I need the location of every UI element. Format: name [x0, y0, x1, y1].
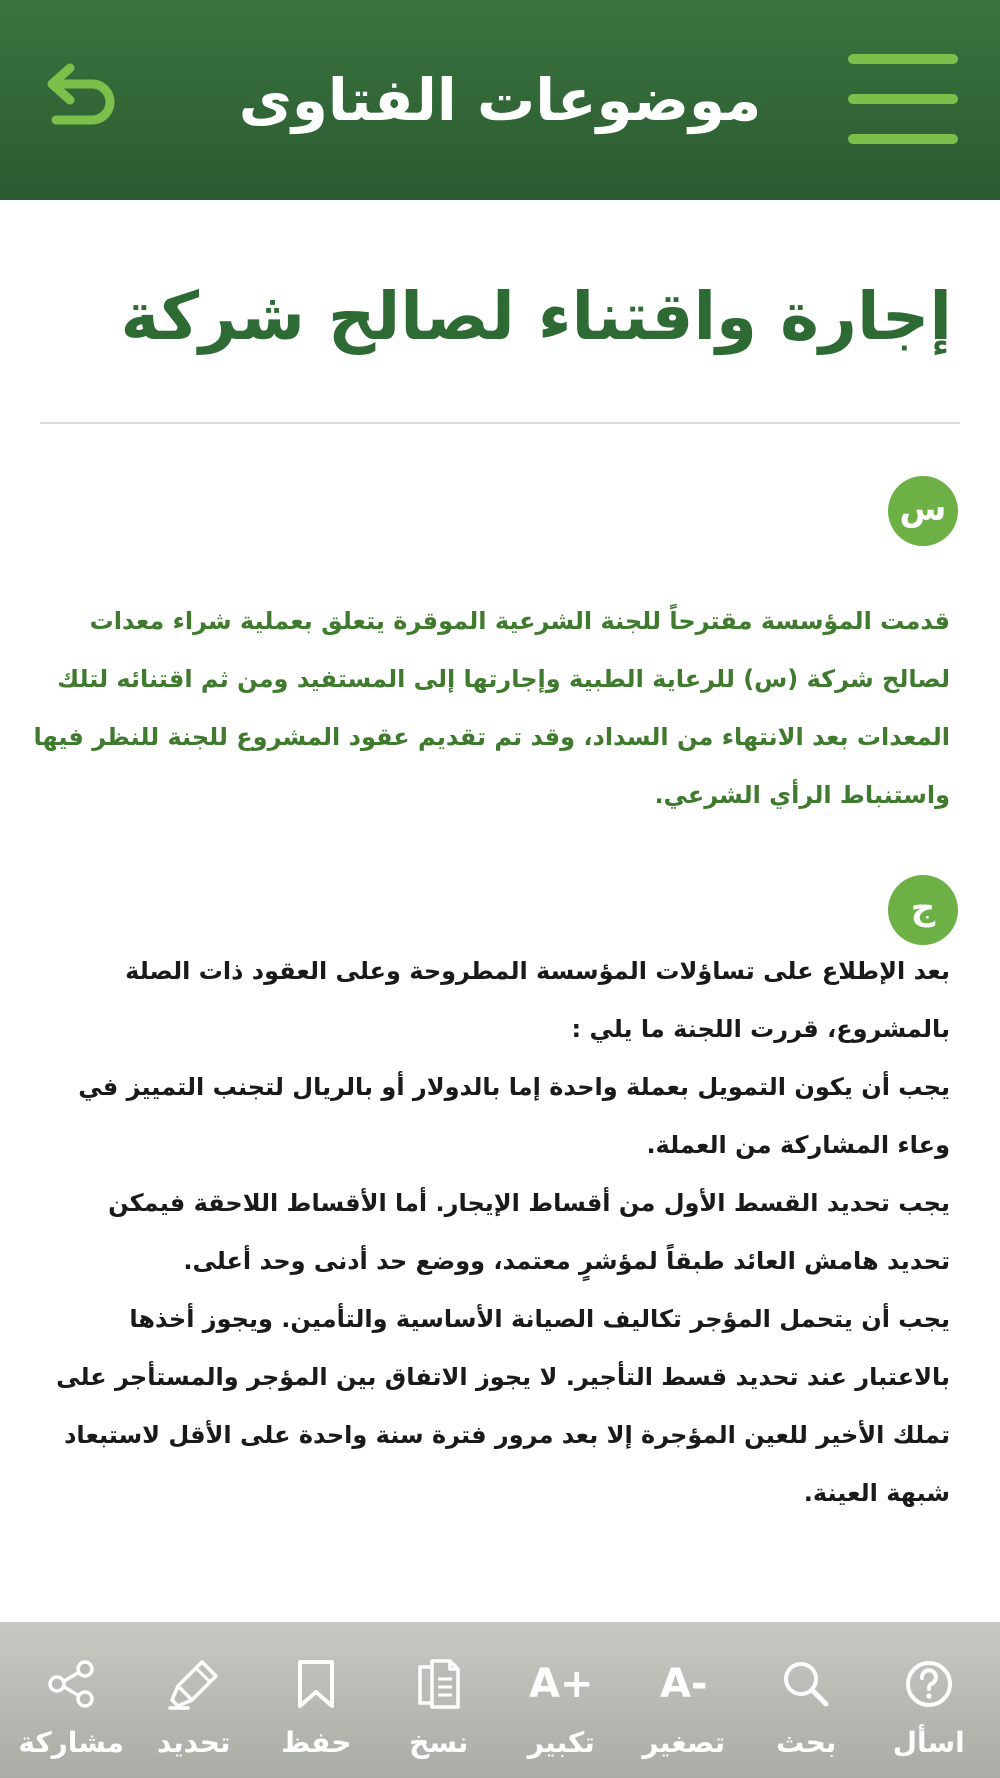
text-decrease-icon: A-	[659, 1661, 708, 1707]
share-icon	[41, 1654, 101, 1714]
save-button[interactable]	[260, 1622, 372, 1778]
increase-font-label: تكبير	[527, 1726, 595, 1759]
highlight-label: تحديد	[156, 1726, 231, 1759]
answer-paragraph: يجب أن يتحمل المؤجر تكاليف الصيانة الأساسية والتأمين. ويجوز أخذها بالاعتبار عند تحديد قسط التأجير. لا يجوز الاتفاق بين المؤجر والمستأجر على تملك الأخير للعين المؤجرة إلا بعد مرور فترة سنة واحدة على الأقل لاستبعاد شبهة العينة.	[56, 1305, 950, 1507]
menu-bar	[848, 134, 958, 144]
help-icon	[899, 1654, 959, 1714]
highlighter-icon	[164, 1654, 224, 1714]
answer-paragraph: بعد الإطلاع على تساؤلات المؤسسة المطروحة وعلى العقود ذات الصلة بالمشروع، قررت اللجنة ما يلي :	[125, 957, 950, 1043]
increase-font-button[interactable]	[505, 1622, 617, 1778]
bottom-toolbar	[0, 1622, 1000, 1778]
answer-paragraph: يجب تحديد القسط الأول من أقساط الإيجار. أما الأقساط اللاحقة فيمكن تحديد هامش العائد طبقاً لمؤشرٍ معتمد، ووضع حد أدنى وحد أعلى.	[108, 1189, 950, 1275]
search-button[interactable]	[750, 1622, 862, 1778]
answer-badge: ج	[888, 875, 958, 945]
search-icon	[776, 1654, 836, 1714]
share-label: مشاركة	[18, 1726, 125, 1759]
copy-button[interactable]	[383, 1622, 495, 1778]
decrease-font-button[interactable]	[628, 1622, 740, 1778]
ask-label: اسأل	[892, 1726, 965, 1759]
question-text: قدمت المؤسسة مقترحاً للجنة الشرعية الموقرة يتعلق بعملية شراء معدات لصالح شركة (س) للرعاية الطبية وإجارتها إلى المستفيد ومن ثم اقتنائه لتلك المعدات بعد الانتهاء من السداد، وقد تم تقديم عقود المشروع للجنة للنظر فيها واستنباط الرأي الشرعي.	[33, 607, 950, 809]
decrease-font-label: تصغير	[642, 1726, 726, 1759]
save-label: حفظ	[281, 1726, 352, 1759]
answer-paragraph: يجب أن يكون التمويل بعملة واحدة إما بالدولار أو بالريال لتجنب التمييز في وعاء المشاركة من العملة.	[78, 1073, 950, 1159]
back-arrow-icon[interactable]	[40, 62, 118, 132]
app-header	[0, 0, 1000, 200]
divider	[40, 422, 960, 424]
menu-bar	[848, 94, 958, 104]
ask-button[interactable]	[873, 1622, 985, 1778]
share-button[interactable]	[15, 1622, 127, 1778]
copy-label: نسخ	[409, 1726, 469, 1759]
menu-bar	[848, 54, 958, 64]
answer-text	[40, 942, 950, 1522]
question-badge: س	[888, 476, 958, 546]
search-label: بحث	[776, 1726, 837, 1759]
article-title: إجارة واقتناء لصالح شركة	[120, 278, 952, 355]
bookmark-icon	[286, 1654, 346, 1714]
header-title: موضوعات الفتاوى	[238, 66, 762, 134]
menu-icon[interactable]	[848, 54, 958, 144]
highlight-button[interactable]	[138, 1622, 250, 1778]
text-increase-icon: A+	[529, 1661, 594, 1707]
copy-icon	[409, 1654, 469, 1714]
